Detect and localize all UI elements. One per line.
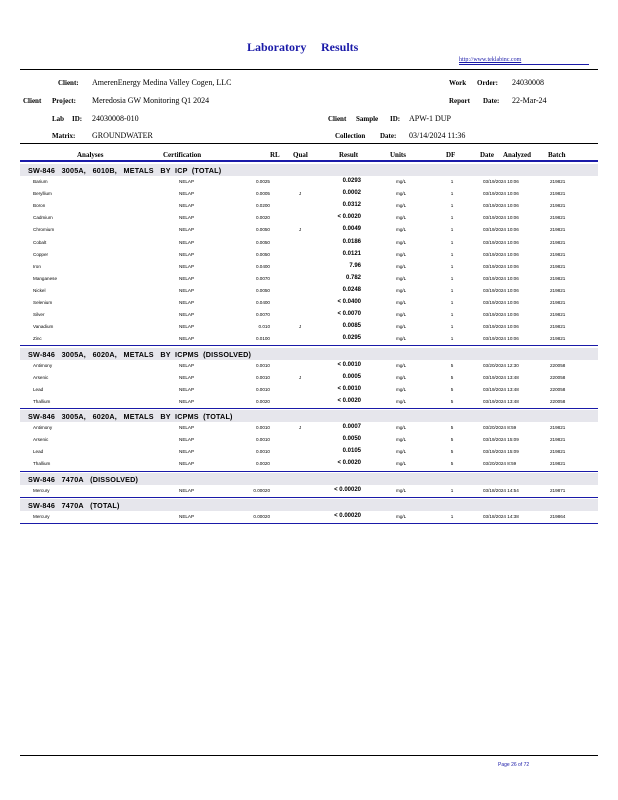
cell-result: < 0.0020 [337,460,361,467]
cell-df: 1 [450,227,454,233]
cell-cert: NELAP [179,203,195,209]
cell-df: 5 [450,399,454,405]
cell-cert: NELAP [179,251,195,257]
cell-cert: NELAP [179,375,195,381]
cell-result: 0.0007 [342,424,361,430]
cell-result: 0.0248 [342,286,361,293]
work-order-label-2: Order: [477,79,498,87]
cell-date: 03/19/2024 10:06 [483,287,519,293]
cell-batch: 219871 [550,488,566,493]
cell-analyte: Antimony [33,425,53,430]
section-title-hg-total: SW-846 7470A (TOTAL) [28,501,120,510]
cell-units: mg/L [396,449,407,455]
collection-value: 03/14/2024 11:36 [409,131,466,140]
cell-units: mg/L [396,387,407,393]
cell-analyte: Nickel [33,287,46,293]
cell-df: 1 [450,203,454,209]
cell-date: 03/19/2024 13:48 [483,399,519,405]
cell-rl: 0.0050 [255,287,270,293]
cell-df: 1 [450,179,454,184]
cell-qual: J [298,425,302,430]
cell-units: mg/L [396,488,407,493]
cell-cert: NELAP [179,275,195,281]
cell-units: mg/L [396,399,407,405]
cell-units: mg/L [396,239,407,245]
cell-analyte: Thallium [33,399,51,405]
cell-df: 1 [450,191,454,197]
cell-batch: 220058 [550,387,566,393]
cell-date: 03/19/2024 10:06 [483,215,519,221]
cell-rl: 0.0010 [255,425,270,430]
cell-rl: 0.0100 [255,336,270,342]
cell-rl: 0.0050 [255,239,270,245]
cell-result: 0.0121 [342,250,361,257]
collection-label-1: Collection [335,132,366,140]
cell-units: mg/L [396,191,407,197]
cell-df: 5 [450,425,454,430]
matrix-label: Matrix: [52,132,76,140]
cell-cert: NELAP [179,449,195,455]
cell-df: 5 [450,437,454,443]
cell-cert: NELAP [179,425,195,430]
cell-units: mg/L [396,375,407,381]
cell-cert: NELAP [179,215,195,221]
cell-units: mg/L [396,215,407,221]
cell-df: 5 [450,387,454,393]
section-title-hg-dissolved: SW-846 7470A (DISSOLVED) [28,475,139,484]
client-sample-label-2: Sample [356,115,379,123]
cell-result: < 0.00020 [334,513,361,519]
cell-result: 0.0002 [342,190,361,197]
cell-batch: 220058 [550,375,566,381]
cell-date: 03/19/2024 10:06 [483,300,519,305]
cell-batch: 219821 [550,239,566,245]
cell-df: 5 [450,375,454,381]
col-head-certification: Certification [163,151,202,159]
cell-cert: NELAP [179,239,195,245]
cell-date: 03/20/2024 8:59 [483,425,517,430]
cell-df: 5 [450,449,454,455]
footer-rule [20,755,598,756]
cell-units: mg/L [396,514,407,519]
cell-analyte: Cadmium [33,215,53,221]
cell-result: 0.0295 [342,335,361,342]
cell-result: 0.0312 [342,202,361,209]
cell-df: 1 [450,215,454,221]
cell-rl: 0.0050 [255,227,270,233]
section-rule [20,345,598,346]
cell-rl: 0.0020 [255,215,270,221]
col-head-analyses: Analyses [77,151,104,159]
work-order-value: 24030008 [512,78,544,87]
cell-cert: NELAP [179,300,195,305]
client-sample-label-1: Client [328,115,347,123]
cell-analyte: Silver [33,312,45,318]
cell-rl: 0.0400 [255,300,270,305]
table-header-rule [20,160,598,162]
section-title-icpms-dissolved: SW-846 3005A, 6020A, METALS BY ICPMS (DISSOLVED) [28,350,252,359]
cell-result: 0.0050 [342,436,361,443]
cell-analyte: Lead [33,449,44,455]
cell-date: 03/19/2024 10:06 [483,203,519,209]
cell-rl: 0.0050 [255,251,270,257]
cell-date: 03/19/2024 10:06 [483,227,519,233]
section-title-icpms-total: SW-846 3005A, 6020A, METALS BY ICPMS (TOTAL) [28,412,233,421]
cell-analyte: Iron [33,263,41,269]
section-rule [20,408,598,409]
cell-result: 0.782 [345,274,361,281]
cell-cert: NELAP [179,363,195,368]
col-head-df: DF [446,151,456,159]
cell-result: 0.0005 [342,374,361,381]
cell-result: < 0.00020 [334,487,361,493]
cell-units: mg/L [396,227,407,233]
col-head-result: Result [339,151,359,159]
cell-batch: 219821 [550,179,566,184]
col-head-qual: Qual [293,151,308,159]
lab-id-label-2: ID: [72,115,83,123]
report-date-label-2: Date: [483,97,500,105]
cell-units: mg/L [396,179,407,184]
cell-batch: 219821 [550,324,566,330]
cell-rl: 0.0070 [255,275,270,281]
info-bottom-rule [20,143,598,144]
cell-df: 1 [450,312,454,318]
cell-rl: 0.00020 [253,488,270,493]
cell-analyte: Arsenic [33,375,49,381]
cell-units: mg/L [396,461,407,467]
cell-rl: 0.0025 [255,179,270,184]
client-sample-value: APW-1 DUP [409,114,452,123]
cell-df: 1 [450,514,454,519]
cell-date: 03/19/2024 10:06 [483,275,519,281]
cell-batch: 219821 [550,203,566,209]
cell-units: mg/L [396,324,407,330]
cell-date: 03/20/2024 12:30 [483,363,519,368]
cell-cert: NELAP [179,324,195,330]
cell-rl: 0.0200 [255,203,270,209]
cell-date: 03/19/2024 10:06 [483,324,519,330]
cell-batch: 219864 [550,514,566,519]
cell-date: 03/19/2024 10:06 [483,263,519,269]
section-rule [20,497,598,498]
cell-units: mg/L [396,251,407,257]
cell-result: 0.0186 [342,238,361,245]
cell-df: 1 [450,275,454,281]
report-date-value: 22-Mar-24 [512,96,547,105]
cell-date: 03/18/2024 14:38 [483,514,519,519]
cell-rl: 0.0020 [255,461,270,467]
cell-cert: NELAP [179,399,195,405]
section-rule [20,523,598,524]
cell-date: 03/19/2024 10:06 [483,251,519,257]
cell-rl: 0.0070 [255,312,270,318]
cell-cert: NELAP [179,437,195,443]
cell-qual: J [298,227,302,233]
cell-result: < 0.0400 [337,299,361,305]
cell-rl: 0.010 [258,324,270,330]
client-project-value: Meredosia GW Monitoring Q1 2024 [92,96,210,105]
cell-analyte: Vanadium [33,324,54,330]
cell-df: 1 [450,251,454,257]
cell-df: 5 [450,461,454,467]
cell-date: 03/19/2024 15:09 [483,437,519,443]
cell-batch: 219821 [550,312,566,318]
cell-result: < 0.0020 [337,214,361,221]
cell-analyte: Boron [33,203,46,209]
lab-website-link[interactable]: http://www.teklabinc.com [459,57,522,63]
cell-date: 03/18/2024 14:54 [483,488,519,493]
cell-batch: 219821 [550,215,566,221]
cell-cert: NELAP [179,227,195,233]
cell-analyte: Zinc [33,336,42,342]
cell-batch: 220058 [550,363,566,368]
cell-rl: 0.0010 [255,437,270,443]
lab-id-label-1: Lab [52,115,65,123]
client-sample-label-3: ID: [390,115,401,123]
cell-date: 03/19/2024 10:06 [483,179,519,184]
report-title-results: Results [321,40,359,54]
cell-rl: 0.0010 [255,449,270,455]
cell-cert: NELAP [179,191,195,197]
col-head-date: Date [480,151,494,159]
cell-result: < 0.0010 [337,362,361,368]
cell-units: mg/L [396,263,407,269]
lab-id-value: 24030008-010 [92,114,139,123]
section-title-icp-total: SW-846 3005A, 6010B, METALS BY ICP (TOTAL) [28,166,222,175]
cell-rl: 0.0020 [255,399,270,405]
cell-df: 5 [450,363,454,368]
client-label: Client: [58,79,79,87]
report-title-laboratory: Laboratory [247,40,307,54]
cell-batch: 219821 [550,275,566,281]
cell-df: 1 [450,324,454,330]
cell-batch: 219821 [550,251,566,257]
cell-cert: NELAP [179,488,195,493]
collection-label-2: Date: [380,132,397,140]
cell-date: 03/19/2024 10:06 [483,239,519,245]
cell-analyte: Manganese [33,275,58,281]
cell-batch: 219821 [550,437,566,443]
cell-rl: 0.0010 [255,375,270,381]
section-rule [20,471,598,472]
work-order-label-1: Work [449,79,467,87]
cell-result: 0.0049 [342,226,361,233]
cell-cert: NELAP [179,514,195,519]
cell-units: mg/L [396,300,407,305]
cell-rl: 0.0010 [255,363,270,368]
cell-units: mg/L [396,336,407,342]
cell-units: mg/L [396,437,407,443]
cell-units: mg/L [396,275,407,281]
cell-cert: NELAP [179,387,195,393]
cell-batch: 219821 [550,300,566,305]
header-top-rule [20,69,598,70]
cell-analyte: Thallium [33,461,51,467]
cell-df: 1 [450,488,454,493]
cell-units: mg/L [396,203,407,209]
cell-analyte: Selenium [33,300,53,305]
cell-date: 03/20/2024 8:59 [483,461,517,467]
cell-units: mg/L [396,425,407,430]
cell-df: 1 [450,300,454,305]
cell-cert: NELAP [179,461,195,467]
cell-rl: 0.00020 [253,514,270,519]
cell-df: 1 [450,263,454,269]
cell-qual: J [298,324,302,330]
cell-batch: 219821 [550,449,566,455]
link-underline [459,64,589,65]
cell-result: 0.0105 [342,448,361,455]
cell-df: 1 [450,336,454,342]
cell-batch: 219821 [550,287,566,293]
cell-cert: NELAP [179,287,195,293]
cell-rl: 0.0010 [255,387,270,393]
cell-units: mg/L [396,287,407,293]
cell-analyte: Chromium [33,227,55,233]
cell-analyte: Mercury [33,488,50,493]
col-head-batch: Batch [548,151,566,159]
cell-batch: 219821 [550,336,566,342]
cell-qual: J [298,191,302,197]
cell-df: 1 [450,287,454,293]
cell-batch: 219821 [550,191,566,197]
cell-date: 03/19/2024 10:06 [483,191,519,197]
cell-rl: 0.0400 [255,263,270,269]
cell-result: 7.96 [349,262,361,269]
cell-result: < 0.0020 [337,398,361,405]
cell-result: < 0.0070 [337,311,361,318]
cell-analyte: Barium [33,179,48,184]
cell-analyte: Mercury [33,514,50,519]
cell-qual: J [298,375,302,381]
cell-date: 03/19/2024 13:48 [483,375,519,381]
cell-rl: 0.0005 [255,191,270,197]
cell-cert: NELAP [179,312,195,318]
col-head-analyzed: Analyzed [503,151,531,159]
cell-cert: NELAP [179,263,195,269]
cell-df: 1 [450,239,454,245]
cell-analyte: Beryllium [33,191,52,197]
cell-batch: 219821 [550,263,566,269]
cell-cert: NELAP [179,179,195,184]
cell-analyte: Copper [33,251,49,257]
client-project-label-1: Client [23,97,42,105]
cell-analyte: Antimony [33,363,53,368]
col-head-units: Units [390,151,406,159]
cell-batch: 220058 [550,399,566,405]
client-value: AmerenEnergy Medina Valley Cogen, LLC [92,78,232,87]
client-project-label-2: Project: [52,97,76,105]
matrix-value: GROUNDWATER [92,131,153,140]
cell-units: mg/L [396,363,407,368]
cell-batch: 219821 [550,227,566,233]
cell-batch: 219821 [550,425,566,430]
cell-result: 0.0293 [342,178,361,184]
cell-date: 03/19/2024 10:06 [483,312,519,318]
cell-result: 0.0085 [342,323,361,330]
cell-analyte: Arsenic [33,437,49,443]
cell-cert: NELAP [179,336,195,342]
cell-analyte: Cobalt [33,239,47,245]
cell-batch: 219821 [550,461,566,467]
cell-units: mg/L [396,312,407,318]
cell-date: 03/19/2024 13:48 [483,387,519,393]
cell-analyte: Lead [33,387,44,393]
cell-date: 03/19/2024 15:09 [483,449,519,455]
cell-result: < 0.0010 [337,386,361,393]
col-head-rl: RL [270,151,280,159]
report-date-label-1: Report [449,97,470,105]
page-number: Page 26 of 72 [498,762,530,768]
cell-date: 03/19/2024 10:06 [483,336,519,342]
